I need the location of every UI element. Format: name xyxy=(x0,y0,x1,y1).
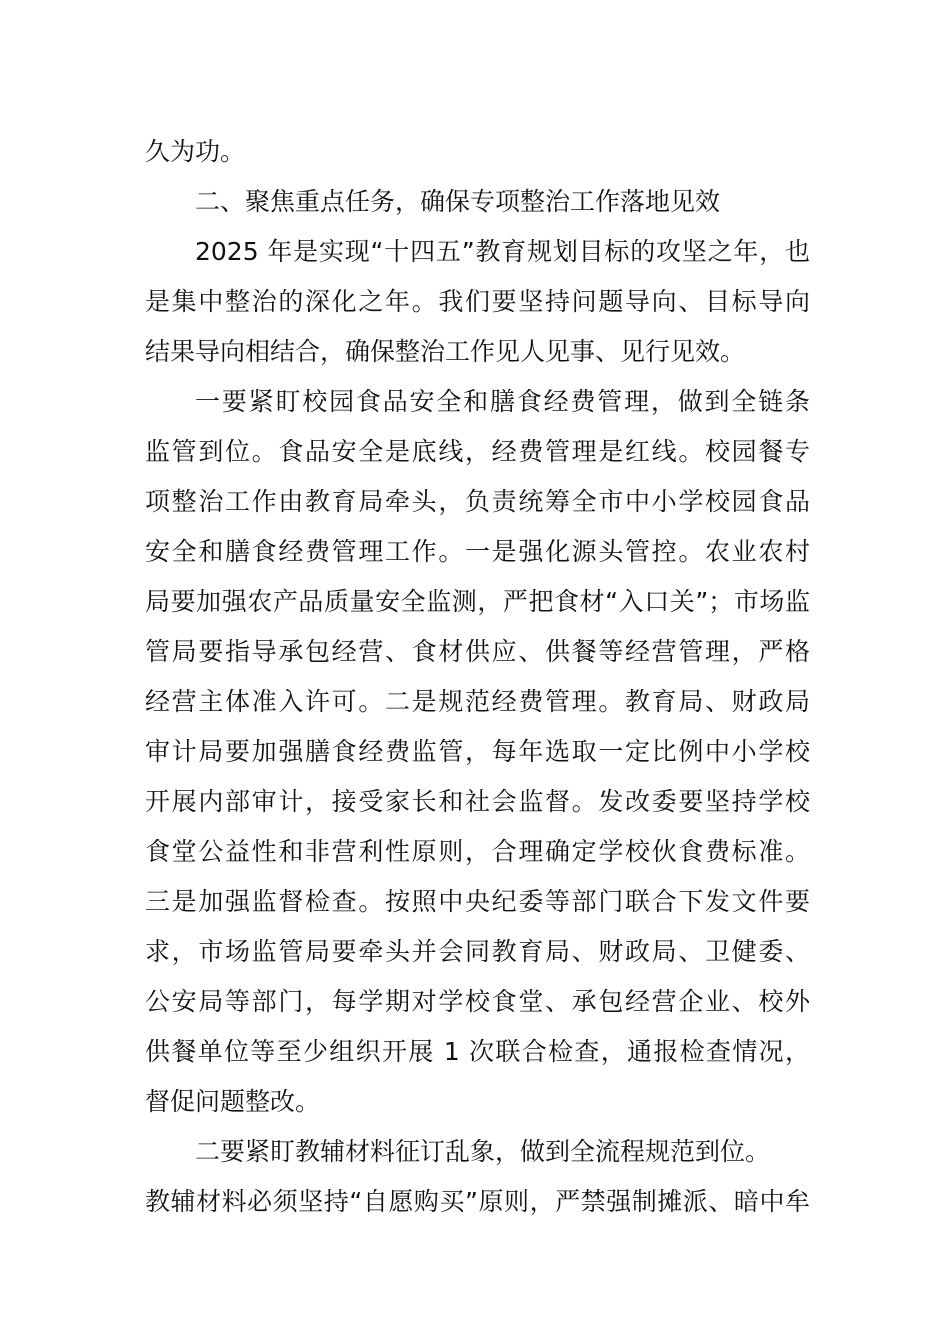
text-line: 经营主体准入许可。二是规范经费管理。教育局、财政局 xyxy=(145,687,810,716)
text-line: 开展内部审计，接受家长和社会监督。发改委要坚持学校 xyxy=(145,787,810,816)
text-line: 一要紧盯校园食品安全和膳食经费管理，做到全链条 xyxy=(195,387,810,416)
text-line: 供餐单位等至少组织开展 1 次联合检查，通报检查情况， xyxy=(145,1037,810,1066)
document-body xyxy=(145,127,810,1227)
text-line: 督促问题整改。 xyxy=(145,1087,321,1116)
text-line: 是集中整治的深化之年。我们要坚持问题导向、目标导向 xyxy=(145,287,810,316)
text-line: 久为功。 xyxy=(145,137,246,166)
text-line: 三是加强监督检查。按照中央纪委等部门联合下发文件要 xyxy=(145,887,810,916)
text-line: 局要加强农产品质量安全监测，严把食材“入口关”；市场监 xyxy=(145,587,810,616)
text-line: 结果导向相结合，确保整治工作见人见事、见行见效。 xyxy=(145,337,746,366)
text-line: 项整治工作由教育局牵头，负责统筹全市中小学校园食品 xyxy=(145,487,810,516)
text-line: 2025 年是实现“十四五”教育规划目标的攻坚之年，也 xyxy=(195,237,810,266)
text-line: 公安局等部门，每学期对学校食堂、承包经营企业、校外 xyxy=(145,987,810,1016)
section-heading: 二、聚焦重点任务，确保专项整治工作落地见效 xyxy=(195,187,721,216)
text-line: 审计局要加强膳食经费监管，每年选取一定比例中小学校 xyxy=(145,737,810,766)
text-line: 安全和膳食经费管理工作。一是强化源头管控。农业农村 xyxy=(145,537,810,566)
text-line: 二要紧盯教辅材料征订乱象，做到全流程规范到位。 xyxy=(195,1137,771,1166)
text-line: 食堂公益性和非营利性原则，合理确定学校伙食费标准。 xyxy=(145,837,810,866)
text-line: 监管到位。食品安全是底线，经费管理是红线。校园餐专 xyxy=(145,437,810,466)
text-line: 求，市场监管局要牵头并会同教育局、财政局、卫健委、 xyxy=(145,937,810,966)
text-line: 教辅材料必须坚持“自愿购买”原则，严禁强制摊派、暗中牟 xyxy=(145,1187,810,1216)
text-line: 管局要指导承包经营、食材供应、供餐等经营管理，严格 xyxy=(145,637,810,666)
